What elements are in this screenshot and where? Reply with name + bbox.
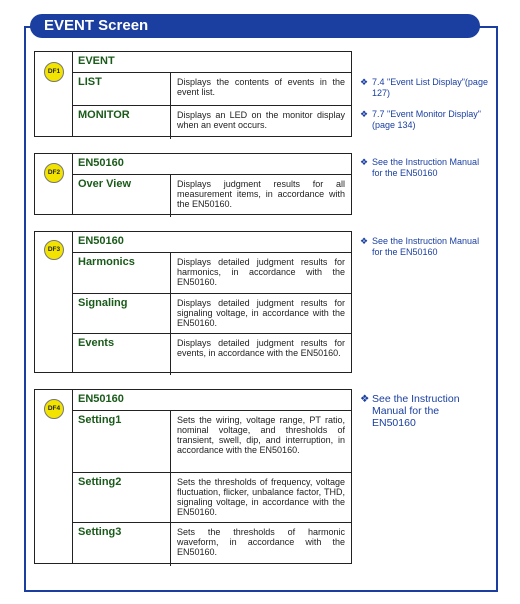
- item-description: Sets the thresholds of harmonic waveform, in accordance with the EN50160.: [177, 527, 345, 557]
- item-description: Displays an LED on the monitor display when an event occurs.: [177, 110, 345, 130]
- bullet-icon: ❖: [360, 77, 369, 87]
- section-title: EN50160: [78, 157, 124, 169]
- section-df2: [34, 153, 352, 215]
- table-row: [72, 105, 351, 139]
- item-name: Setting1: [72, 411, 171, 473]
- section-title: EN50160: [78, 393, 124, 405]
- reference-link[interactable]: ❖ See the Instruction Manual for the EN50160: [360, 236, 480, 257]
- item-description: Sets the thresholds of frequency, voltage fluctuation, flicker, unbalance factor, THD, signaling voltage, in accordance with the EN50160.: [177, 477, 345, 517]
- section-title: EVENT: [78, 55, 115, 67]
- item-description: Displays detailed judgment results for harmonics, in accordance with the EN50160.: [177, 257, 345, 287]
- reference-link[interactable]: ❖ See the Instruction Manual for the EN50160: [360, 393, 460, 429]
- section-title: EN50160: [78, 235, 124, 247]
- reference-link[interactable]: ❖ 7.4 "Event List Display"(page 127): [360, 77, 488, 98]
- item-description: Sets the wiring, voltage range, PT ratio, nominal voltage, and thresholds of transient, swell, dip, and interruption, in accordance with the EN50160.: [177, 415, 345, 455]
- df3-badge: DF3: [44, 240, 64, 260]
- item-name: Setting3: [72, 523, 171, 566]
- section-df1: [34, 51, 352, 137]
- item-name: Events: [72, 334, 171, 375]
- df2-badge: DF2: [44, 163, 64, 183]
- item-description: Displays detailed judgment results for events, in accordance with the EN50160.: [177, 338, 345, 358]
- reference-link[interactable]: ❖ See the Instruction Manual for the EN50160: [360, 157, 480, 178]
- section-df4: [34, 389, 352, 564]
- reference-link[interactable]: ❖ 7.7 "Event Monitor Display"(page 134): [360, 109, 481, 130]
- item-name: LIST: [72, 73, 171, 106]
- item-name: Harmonics: [72, 253, 171, 294]
- table-row: [72, 410, 351, 473]
- table-row: [72, 293, 351, 334]
- bullet-icon: ❖: [360, 236, 369, 246]
- page-title: EVENT Screen: [30, 14, 480, 38]
- table-row: [72, 72, 351, 106]
- bullet-icon: ❖: [360, 393, 370, 405]
- section-df3: [34, 231, 352, 373]
- table-row: [72, 174, 351, 217]
- item-name: MONITOR: [72, 106, 171, 139]
- item-name: Signaling: [72, 294, 171, 334]
- item-name: Over View: [72, 175, 171, 217]
- table-row: [72, 522, 351, 566]
- df4-badge: DF4: [44, 399, 64, 419]
- df1-badge: DF1: [44, 62, 64, 82]
- item-description: Displays the contents of events in the event list.: [177, 77, 345, 97]
- table-row: [72, 472, 351, 523]
- item-description: Displays judgment results for all measurement items, in accordance with the EN50160.: [177, 179, 345, 209]
- table-row: [72, 333, 351, 375]
- item-name: Setting2: [72, 473, 171, 523]
- item-description: Displays detailed judgment results for signaling voltage, in accordance with the EN50160.: [177, 298, 345, 328]
- table-row: [72, 252, 351, 294]
- bullet-icon: ❖: [360, 109, 369, 119]
- bullet-icon: ❖: [360, 157, 369, 167]
